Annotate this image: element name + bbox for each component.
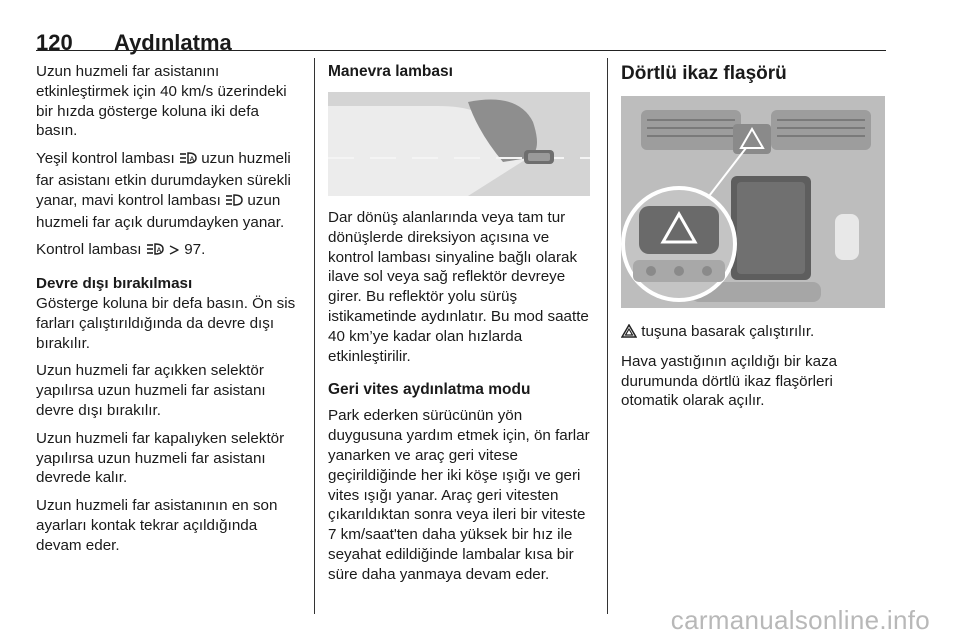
svg-text:A: A — [189, 156, 195, 164]
high-beam-assist-icon — [146, 242, 164, 262]
paragraph: Kontrol lambası A 97. — [36, 240, 304, 262]
paragraph: Uzun huzmeli far asistanının en son ayarları kontak tekrar açıldığında devam eder. — [36, 497, 278, 554]
paragraph: tuşuna basarak çalıştırılır. — [621, 322, 887, 344]
cornering-light-illustration — [328, 92, 590, 196]
subheading: Devre dışı bırakılması — [36, 275, 193, 293]
column-high-beam-assist — [36, 62, 304, 564]
column-divider — [607, 58, 608, 614]
paragraph: Yeşil kontrol lambası A uzun huzmeli far asistanı etkin durumdayken sürekli yanar, mavi kontrol lambası uzun huzmeli far açık durumdayken yanar. — [36, 150, 291, 231]
chapter-title: Aydınlatma — [114, 30, 232, 55]
header-rule — [36, 50, 886, 51]
section-heading: Dörtlü ikaz flaşörü — [621, 63, 787, 84]
watermark: carmanualsonline.info — [670, 605, 930, 635]
high-beam-assist-icon — [179, 151, 197, 171]
paragraph: Uzun huzmeli far kapalıyken selektör yapılırsa uzun huzmeli far asistanı devrede kalır. — [36, 429, 285, 487]
paragraph: Dar dönüş alanlarında veya tam tur dönüşlerde direksiyon açısına ve kontrol lambası sinyaline bağlı olarak ilave sol veya sağ reflektör devreye girer. Bu reflektör yolu sürüş istikametinde aydınlatır. Bu mod saatte 40 km’ye kadar olan hızlarda etkinleştirilir. — [328, 209, 589, 365]
paragraph: Hava yastığının açıldığı bir kaza durumunda dörtlü ikaz flaşörleri otomatik olarak açılır. — [621, 352, 838, 410]
column-hazard-flashers — [621, 62, 887, 419]
column-divider — [314, 58, 315, 614]
page-reference-link[interactable]: 97. — [184, 241, 206, 259]
hazard-switch-illustration — [621, 96, 885, 308]
page-number: 120 — [36, 30, 73, 55]
paragraph: Uzun huzmeli far açıkken selektör yapılırsa uzun huzmeli far asistanı devre dışı bırakılır. — [36, 362, 266, 419]
paragraph: Park ederken sürücünün yön duygusuna yardım etmek için, ön farlar yanarken ve araç geri vitese geçirildiğinde her iki köşe ışığı ve geri vites ışığı yanar. Araç geri vitesten çıkarıldıktan sonra veya ileri bir viteste 7 km/saat'ten daha yüksek bir hız ile seyahat edildiğinde lambalar kısa bir süre daha yanmaya devam eder. — [328, 407, 590, 583]
page-reference-icon[interactable] — [168, 242, 180, 262]
high-beam-icon — [225, 193, 243, 213]
paragraph: Uzun huzmeli far asistanını etkinleştirmek için 40 km/s üzerindeki bir hızda gösterge koluna iki defa basın. — [36, 63, 287, 140]
column-cornering-light — [328, 62, 596, 593]
hazard-triangle-icon — [621, 324, 637, 344]
section-heading: Geri vites aydınlatma modu — [328, 381, 531, 399]
section-heading: Manevra lambası — [328, 63, 453, 80]
page-header — [36, 30, 886, 56]
svg-text:A: A — [156, 247, 162, 255]
paragraph: Gösterge koluna bir defa basın. Ön sis farları çalıştırıldığında da devre dışı bırakılır. — [36, 294, 296, 352]
